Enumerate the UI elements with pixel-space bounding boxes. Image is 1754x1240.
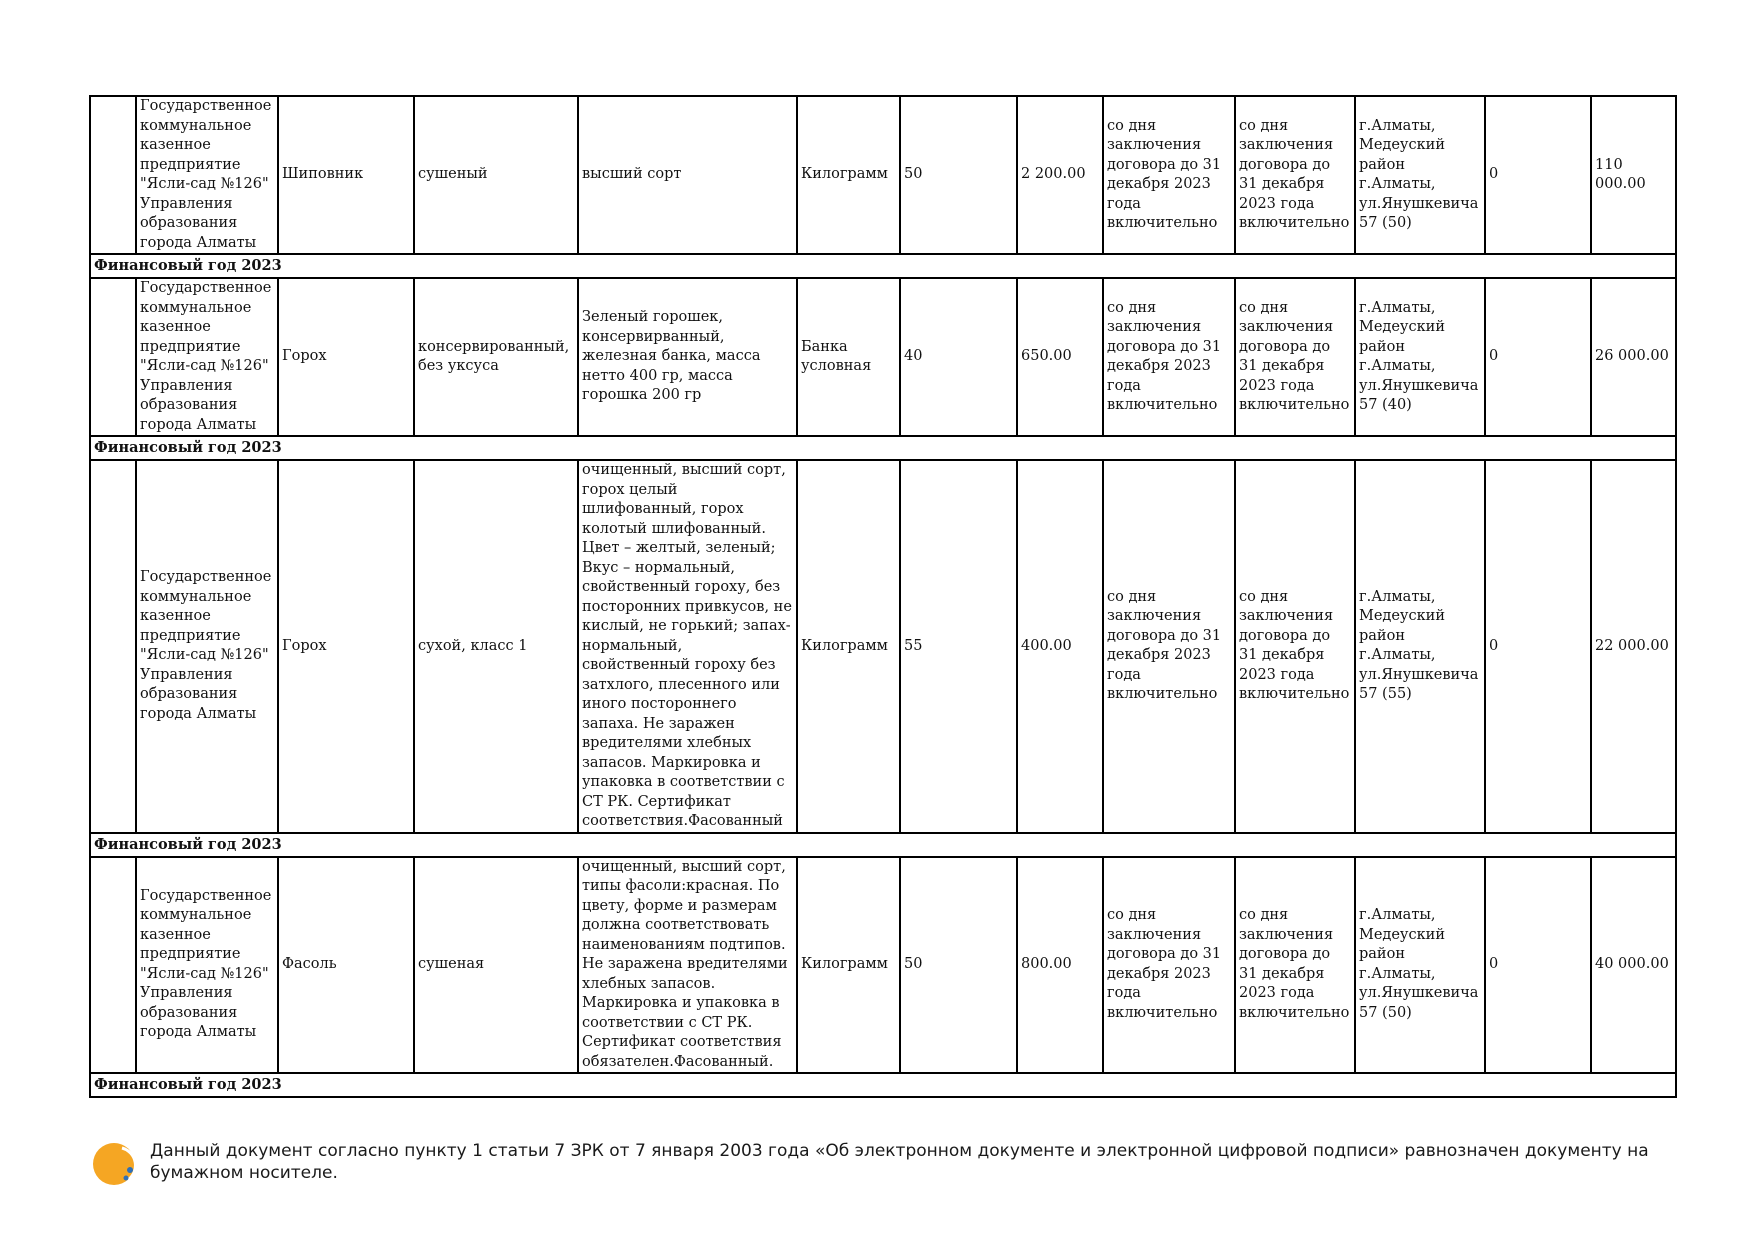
- item-name-cell: Фасоль: [278, 857, 414, 1074]
- short-description-cell: сухой, класс 1: [414, 460, 578, 833]
- total-sum-cell: 40 000.00: [1591, 857, 1676, 1074]
- delivery-place-cell: г.Алматы, Медеуский район г.Алматы, ул.Янушкевича 57 (50): [1355, 857, 1485, 1074]
- delivery-end-cell: со дня заключения договора до 31 декабря 2023 года включительно: [1235, 460, 1355, 833]
- item-name-cell: Горох: [278, 278, 414, 436]
- table-row: [90, 278, 1676, 436]
- advance-cell: 0: [1485, 278, 1591, 436]
- delivery-end-cell: со дня заключения договора до 31 декабря 2023 года включительно: [1235, 278, 1355, 436]
- delivery-start-cell: со дня заключения договора до 31 декабря 2023 года включительно: [1103, 278, 1235, 436]
- customer-cell: Государственное коммунальное казенное предприятие "Ясли-сад №126" Управления образования города Алматы: [136, 96, 278, 254]
- egov-seal-icon: [92, 1140, 140, 1188]
- unit-price-cell: 400.00: [1017, 460, 1103, 833]
- customer-cell: Государственное коммунальное казенное предприятие "Ясли-сад №126" Управления образования города Алматы: [136, 460, 278, 833]
- delivery-start-cell: со дня заключения договора до 31 декабря 2023 года включительно: [1103, 96, 1235, 254]
- row-number-cell: [90, 278, 136, 436]
- fiscal-year-row: [90, 1073, 1676, 1097]
- advance-cell: 0: [1485, 857, 1591, 1074]
- fiscal-year-label: Финансовый год 2023: [90, 833, 1676, 857]
- procurement-table: [89, 95, 1677, 1098]
- fiscal-year-row: [90, 436, 1676, 460]
- delivery-end-cell: со дня заключения договора до 31 декабря 2023 года включительно: [1235, 857, 1355, 1074]
- unit-cell: Банка условная: [797, 278, 900, 436]
- quantity-cell: 50: [900, 857, 1017, 1074]
- full-description-cell: высший сорт: [578, 96, 797, 254]
- customer-cell: Государственное коммунальное казенное предприятие "Ясли-сад №126" Управления образования города Алматы: [136, 278, 278, 436]
- total-sum-cell: 22 000.00: [1591, 460, 1676, 833]
- quantity-cell: 40: [900, 278, 1017, 436]
- short-description-cell: сушеная: [414, 857, 578, 1074]
- customer-cell: Государственное коммунальное казенное предприятие "Ясли-сад №126" Управления образования города Алматы: [136, 857, 278, 1074]
- table-row: [90, 96, 1676, 254]
- full-description-cell: Зеленый горошек, консервирванный, железная банка, масса нетто 400 гр, масса горошка 200 гр: [578, 278, 797, 436]
- delivery-place-cell: г.Алматы, Медеуский район г.Алматы, ул.Янушкевича 57 (55): [1355, 460, 1485, 833]
- delivery-start-cell: со дня заключения договора до 31 декабря 2023 года включительно: [1103, 460, 1235, 833]
- unit-price-cell: 650.00: [1017, 278, 1103, 436]
- quantity-cell: 55: [900, 460, 1017, 833]
- unit-cell: Килограмм: [797, 460, 900, 833]
- unit-cell: Килограмм: [797, 857, 900, 1074]
- table-body: [90, 96, 1676, 1097]
- row-number-cell: [90, 857, 136, 1074]
- total-sum-cell: 26 000.00: [1591, 278, 1676, 436]
- delivery-place-cell: г.Алматы, Медеуский район г.Алматы, ул.Янушкевича 57 (40): [1355, 278, 1485, 436]
- item-name-cell: Горох: [278, 460, 414, 833]
- delivery-end-cell: со дня заключения договора до 31 декабря 2023 года включительно: [1235, 96, 1355, 254]
- full-description-cell: очищенный, высший сорт, горох целый шлифованный, горох колотый шлифованный. Цвет – желтый, зеленый; Вкус – нормальный, свойственный гороху, без посторонних привкусов, не кислый, не горький; запах- нормальный, свойственный гороху без затхлого, плесенного или иного постороннего запаха. Не заражен вредителями хлебных запасов. Маркировка и упаковка в соответствии с СТ РК. Сертификат соответствия.Фасованный: [578, 460, 797, 833]
- unit-price-cell: 2 200.00: [1017, 96, 1103, 254]
- fiscal-year-row: [90, 833, 1676, 857]
- fiscal-year-row: [90, 254, 1676, 278]
- fiscal-year-label: Финансовый год 2023: [90, 254, 1676, 278]
- unit-price-cell: 800.00: [1017, 857, 1103, 1074]
- table-row: [90, 857, 1676, 1074]
- row-number-cell: [90, 96, 136, 254]
- unit-cell: Килограмм: [797, 96, 900, 254]
- delivery-start-cell: со дня заключения договора до 31 декабря 2023 года включительно: [1103, 857, 1235, 1074]
- short-description-cell: консервированный, без уксуса: [414, 278, 578, 436]
- delivery-place-cell: г.Алматы, Медеуский район г.Алматы, ул.Янушкевича 57 (50): [1355, 96, 1485, 254]
- advance-cell: 0: [1485, 460, 1591, 833]
- fiscal-year-label: Финансовый год 2023: [90, 1073, 1676, 1097]
- advance-cell: 0: [1485, 96, 1591, 254]
- quantity-cell: 50: [900, 96, 1017, 254]
- legal-notice: Данный документ согласно пункту 1 статьи 7 ЗРК от 7 января 2003 года «Об электронном документе и электронной цифровой подписи» равнозначен документу на бумажном носителе.: [150, 1141, 1649, 1183]
- table-row: [90, 460, 1676, 833]
- total-sum-cell: 110 000.00: [1591, 96, 1676, 254]
- row-number-cell: [90, 460, 136, 833]
- short-description-cell: сушеный: [414, 96, 578, 254]
- footer: [92, 1140, 1675, 1192]
- fiscal-year-label: Финансовый год 2023: [90, 436, 1676, 460]
- full-description-cell: очищенный, высший сорт, типы фасоли:красная. По цвету, форме и размерам должна соответствовать наименованиям подтипов. Не заражена вредителями хлебных запасов. Маркировка и упаковка в соответствии с СТ РК. Сертификат соответствия обязателен.Фасованный.: [578, 857, 797, 1074]
- item-name-cell: Шиповник: [278, 96, 414, 254]
